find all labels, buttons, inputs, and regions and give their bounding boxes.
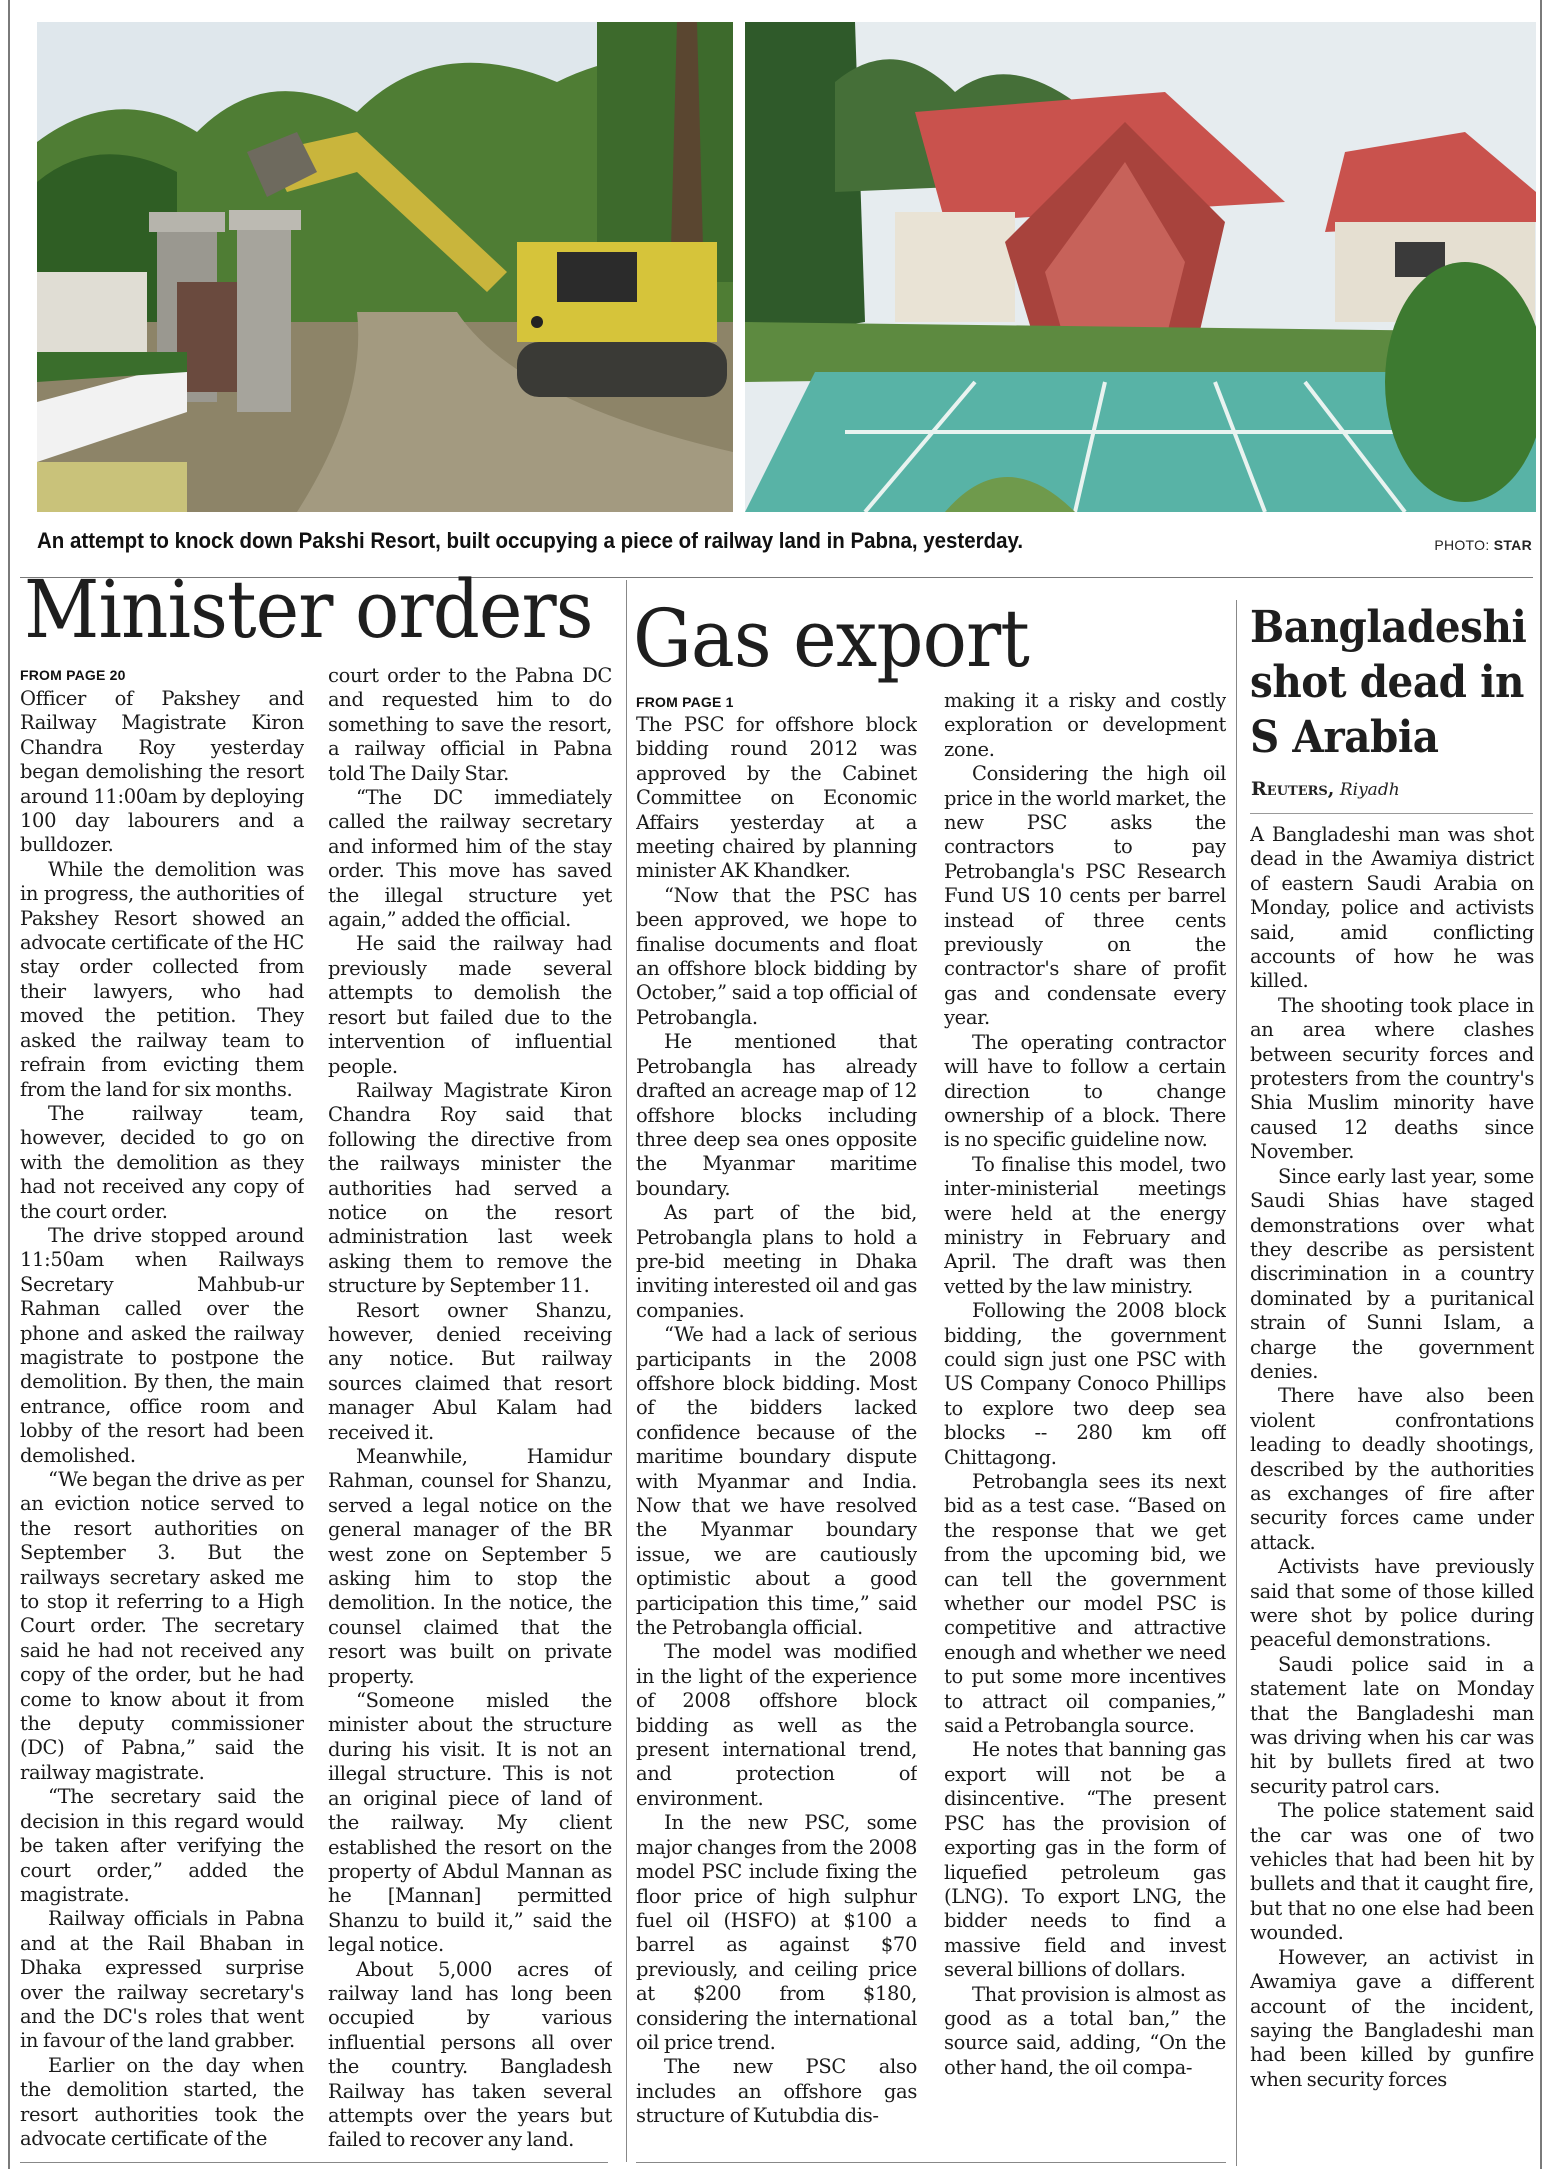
paragraph: To finalise this model, two inter-ministerial meetings were held at the energy ministry in February and April. The draft was then vetted by the law ministry. — [944, 1152, 1226, 1298]
paragraph: The new PSC also includes an offshore gas structure of Kutubdia dis- — [636, 2055, 917, 2128]
paragraph: The model was modified in the light of the experience of 2008 offshore block bidding as well as the present international trend, and protection of environment. — [636, 1640, 917, 1810]
paragraph: Saudi police said in a statement late on Monday that the Bangladeshi man was driving when his car was hit by bullets fired at two security patrol cars. — [1250, 1652, 1534, 1798]
article-minister-column-2 — [328, 664, 612, 2154]
headline-bangladeshi-shot-dead: Bangladeshi shot dead in S Arabia — [1250, 602, 1527, 763]
photo-credit — [1434, 537, 1532, 553]
paragraph: He mentioned that Petrobangla has already drafted an acreage map of 12 offshore blocks including three deep sea ones opposite the Myanmar maritime boundary. — [636, 1030, 917, 1200]
paragraph: Following the 2008 block bidding, the government could sign just one PSC with US Company Conoco Phillips to explore two deep sea blocks -- 280 km off Chittagong. — [944, 1299, 1226, 1469]
photo-credit-source: STAR — [1493, 537, 1532, 553]
paragraph: “We began the drive as per an eviction notice served to the resort authorities on September 3. But the railways secretary asked me to stop it referring to a High Court order. The secretary said he had not received any copy of the order, but he had come to know about it from the deputy commissioner (DC) of Pabna,” said the railway magistrate. — [20, 1468, 304, 1784]
headline-gas-export: Gas export — [633, 592, 1029, 685]
paragraph: The shooting took place in an area where clashes between security forces and protesters from the country's Shia Muslim minority have caused 12 deaths since November. — [1250, 993, 1534, 1164]
photo-excavator-drawing — [37, 22, 733, 512]
paragraph: “Someone misled the minister about the structure during his visit. It is not an illegal structure. This is not an original piece of land of the railway. My client established the resort on the property of Abdul Mannan as he [Mannan] permitted Shanzu to build it,” said the legal notice. — [328, 1689, 612, 1957]
paragraph: He notes that banning gas export will not be a disincentive. “The present PSC has the provision of exporting gas in the form of liquefied petroleum gas (LNG). To export LNG, the bidder needs to find a massive field and invest several billions of dollars. — [944, 1738, 1226, 1982]
paragraph: The police statement said the car was one of two vehicles that had been hit by bullets and that it caught fire, but that no one else had been wounded. — [1250, 1799, 1534, 1945]
paragraph: There have also been violent confrontations leading to deadly shootings, described by the authorities as exchanges of fire after security forces came under attack. — [1250, 1384, 1534, 1554]
photo-excavator-demolition — [37, 22, 733, 512]
paragraph: The railway team, however, decided to go on with the demolition as they had not received any copy of the court order. — [20, 1101, 304, 1223]
paragraph: While the demolition was in progress, the authorities of Pakshey Resort showed an advocate certificate of the HC stay order collected from their lawyers, who had moved the petition. They asked the railway team to refrain from evicting them from the land for six months. — [20, 857, 304, 1101]
bottom-rule-left — [20, 2162, 608, 2163]
paragraph: Railway officials in Pabna and at the Rail Bhaban in Dhaka expressed surprise over the railway secretary's and the DC's roles that went in favour of the land grabber. — [20, 1907, 304, 2053]
column-rule-right — [1236, 600, 1237, 2166]
paragraph: In the new PSC, some major changes from the 2008 model PSC include fixing the floor price of high sulphur fuel oil (HSFO) at $100 a barrel as against $70 previously, and ceiling price at $200 from $180, considering the international oil price trend. — [636, 1811, 917, 2054]
paragraph: “Now that the PSC has been approved, we hope to finalise documents and float an offshore block bidding by October,” said a top official of Petrobangla. — [636, 883, 917, 1029]
photo-caption: An attempt to knock down Pakshi Resort, built occupying a piece of railway land in Pabna, yesterday. — [37, 528, 1024, 553]
headline-minister-orders: Minister orders — [24, 563, 593, 656]
paragraph: Since early last year, some Saudi Shias have staged demonstrations over what they describe as persistent discrimination in a country dominated by a puritanical strain of Sunni Islam, a charge the government denies. — [1250, 1164, 1534, 1383]
paragraph: Railway Magistrate Kiron Chandra Roy said that following the directive from the railways minister the authorities had served a notice on the resort administration last week asking them to remove the structure by September 11. — [328, 1078, 612, 1298]
paragraph: “We had a lack of serious participants in the 2008 offshore block bidding. Most of the bidders lacked confidence because of the maritime boundary dispute with Myanmar and India. Now that we have resolved the Myanmar boundary issue, we are cautiously optimistic about a good participation this time,” said the Petrobangla official. — [636, 1323, 917, 1640]
paragraph: However, an activist in Awamiya gave a different account of the incident, saying the Bangladeshi man had been killed by gunfire when security forces — [1250, 1945, 1534, 2091]
article-gas-column-1 — [636, 713, 917, 2169]
photo-collapsed-resort — [745, 22, 1536, 512]
paragraph: About 5,000 acres of railway land has long been occupied by various influential persons all over the country. Bangladesh Railway has taken several attempts over the years but failed to recover any land. — [328, 1957, 612, 2152]
byline — [1251, 778, 1400, 800]
paragraph: court order to the Pabna DC and requested him to do something to save the resort, a railway official in Pabna told The Daily Star. — [328, 664, 612, 785]
page-border-right — [1540, 0, 1542, 2169]
paragraph: That provision is almost as good as a total ban,” the source said, adding, “On the other hand, the oil compa- — [944, 1982, 1226, 2079]
paragraph: “The DC immediately called the railway secretary and informed him of the stay order. This move has saved the illegal structure yet again,” added the official. — [328, 786, 612, 932]
paragraph: The operating contractor will have to follow a certain direction to change ownership of a block. There is no specific guideline now. — [944, 1030, 1226, 1152]
paragraph: Earlier on the day when the demolition started, the resort authorities took the advocate certificate of the — [20, 2053, 304, 2150]
paragraph: A Bangladeshi man was shot dead in the Awamiya district of eastern Saudi Arabia on Monday, police and activists said, amid conflicting accounts of how he was killed. — [1250, 823, 1534, 993]
byline-rule — [1250, 813, 1533, 814]
byline-place: Riyadh — [1339, 780, 1400, 800]
photo-credit-label: PHOTO: — [1434, 537, 1494, 553]
paragraph: As part of the bid, Petrobangla plans to hold a pre-bid meeting in Dhaka inviting interested oil and gas companies. — [636, 1201, 917, 1322]
article-bangladeshi-column — [1250, 823, 1534, 2169]
paragraph: Activists have previously said that some of those killed were shot by police during peaceful demonstrations. — [1250, 1555, 1534, 1652]
paragraph: The PSC for offshore block bidding round 2012 was approved by the Cabinet Committee on Economic Affairs yesterday at a meeting chaired by planning minister AK Khandker. — [636, 713, 917, 883]
paragraph: He said the railway had previously made several attempts to demolish the resort but failed due to the intervention of influential people. — [328, 932, 612, 1078]
paragraph: making it a risky and costly exploration or development zone. — [944, 689, 1226, 761]
article-minister-column-1 — [20, 687, 304, 2154]
paragraph: “The secretary said the decision in this regard would be taken after verifying the court order,” added the magistrate. — [20, 1785, 304, 1906]
page-border-left — [8, 0, 10, 2169]
paragraph: Considering the high oil price in the world market, the new PSC asks the contractors to pay Petrobangla's PSC Research Fund US 10 cents per barrel instead of three cents previously on the contractor's share of profit gas and condensate every year. — [944, 762, 1226, 1030]
bottom-rule-middle — [636, 2162, 1226, 2163]
paragraph: Meanwhile, Hamidur Rahman, counsel for Shanzu, served a legal notice on the general manager of the BR west zone on September 5 asking him to stop the demolition. In the notice, the counsel claimed that the resort was built on private property. — [328, 1445, 612, 1688]
paragraph: Officer of Pakshey and Railway Magistrate Kiron Chandra Roy yesterday began demolishing the resort around 11:00am by deploying 100 day labourers and a bulldozer. — [20, 687, 304, 857]
paragraph: The drive stopped around 11:50am when Railways Secretary Mahbub-ur Rahman called over the phone and asked the railway magistrate to postpone the demolition. By then, the main entrance, office room and lobby of the resort had been demolished. — [20, 1223, 304, 1467]
article-gas-column-2 — [944, 689, 1226, 2169]
photo-collapsed-resort-drawing — [745, 22, 1536, 512]
paragraph: Resort owner Shanzu, however, denied receiving any notice. But railway sources claimed that resort manager Abul Kalam had received it. — [328, 1298, 612, 1444]
jump-label-gas: FROM PAGE 1 — [636, 694, 734, 710]
byline-agency: Reuters, — [1251, 778, 1335, 800]
jump-label-minister: FROM PAGE 20 — [20, 667, 126, 683]
column-rule-left — [626, 580, 627, 2162]
paragraph: Petrobangla sees its next bid as a test case. “Based on the response that we get from the upcoming bid, we can tell the government whether our model PSC is competitive and attractive enough and whether we need to put some more incentives to attract oil companies,” said a Petrobangla source. — [944, 1470, 1226, 1738]
